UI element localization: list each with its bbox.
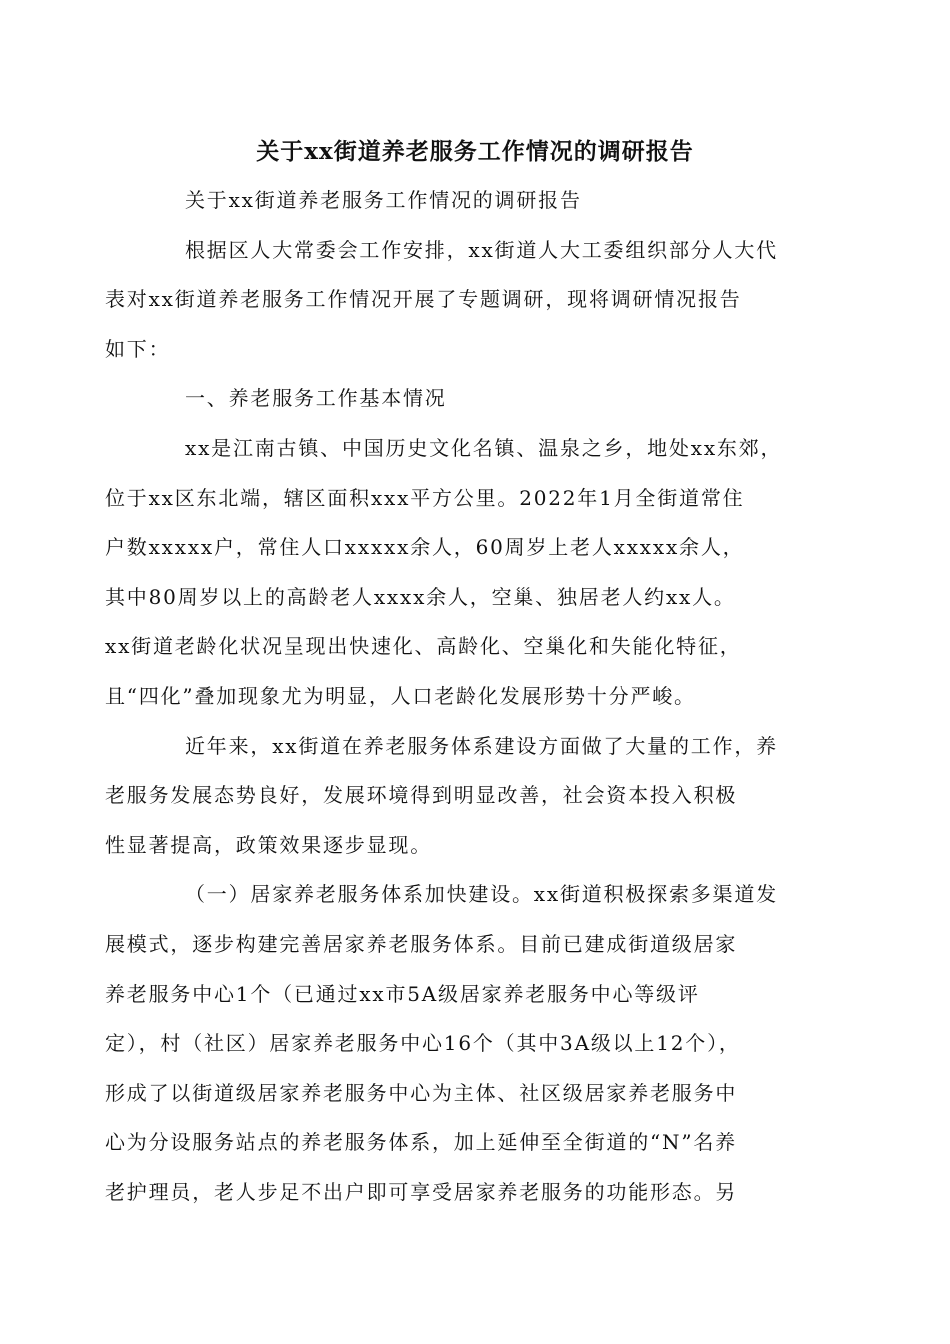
paragraph-overview bbox=[105, 424, 810, 722]
text-line: 根据区人大常委会工作安排，xx街道人大工委组织部分人大代 bbox=[185, 237, 778, 262]
text-line: 形成了以街道级居家养老服务中心为主体、社区级居家养老服务中 bbox=[105, 1080, 738, 1105]
text-line: 关于xx街道养老服务工作情况的调研报告 bbox=[185, 188, 582, 212]
text-line: 心为分设服务站点的养老服务体系，加上延伸至全街道的“N”名养 bbox=[105, 1130, 737, 1155]
text-line: 位于xx区东北端，辖区面积xxx平方公里。2022年1月全街道常住 bbox=[105, 485, 745, 510]
section-heading bbox=[145, 374, 810, 424]
text-line: xx是江南古镇、中国历史文化名镇、温泉之乡，地处xx东郊， bbox=[185, 435, 783, 460]
text-line: 性显著提高，政策效果逐步显现。 bbox=[105, 832, 432, 857]
text-line: 老服务发展态势良好，发展环境得到明显改善，社会资本投入积极 bbox=[105, 783, 738, 808]
document-body bbox=[105, 176, 810, 1217]
text-line: 其中80周岁以上的高龄老人xxxx余人，空巢、独居老人约xx人。 bbox=[105, 584, 736, 609]
text-line: 展模式，逐步构建完善居家养老服务体系。目前已建成街道级居家 bbox=[105, 931, 738, 956]
text-line: 养老服务中心1个（已通过xx市5A级居家养老服务中心等级评 bbox=[105, 981, 700, 1006]
text-line: 且“四化”叠加现象尤为明显，人口老龄化发展形势十分严峻。 bbox=[105, 683, 696, 708]
text-line: 表对xx街道养老服务工作情况开展了专题调研，现将调研情况报告 bbox=[105, 287, 742, 312]
text-line: 一、养老服务工作基本情况 bbox=[185, 386, 447, 411]
text-line: 户数xxxxx户，常住人口xxxxx余人，60周岁上老人xxxxx余人， bbox=[105, 535, 745, 560]
text-line: xx街道老龄化状况呈现出快速化、高龄化、空巢化和失能化特征， bbox=[105, 634, 742, 659]
paragraph-home-care bbox=[105, 870, 810, 1217]
text-line: 近年来，xx街道在养老服务体系建设方面做了大量的工作，养 bbox=[185, 733, 778, 758]
document-title: 关于xx街道养老服务工作情况的调研报告 bbox=[256, 138, 694, 165]
paragraph-intro bbox=[105, 226, 810, 375]
text-line: （一）居家养老服务体系加快建设。xx街道积极探索多渠道发 bbox=[185, 882, 778, 907]
paragraph-recent-years bbox=[105, 722, 810, 871]
text-line: 如下： bbox=[105, 336, 171, 361]
text-line: 定），村（社区）居家养老服务中心16个（其中3A级以上12个）， bbox=[105, 1031, 741, 1056]
paragraph-subtitle bbox=[145, 176, 810, 226]
text-line: 老护理员，老人步足不出户即可享受居家养老服务的功能形态。另 bbox=[105, 1179, 738, 1204]
